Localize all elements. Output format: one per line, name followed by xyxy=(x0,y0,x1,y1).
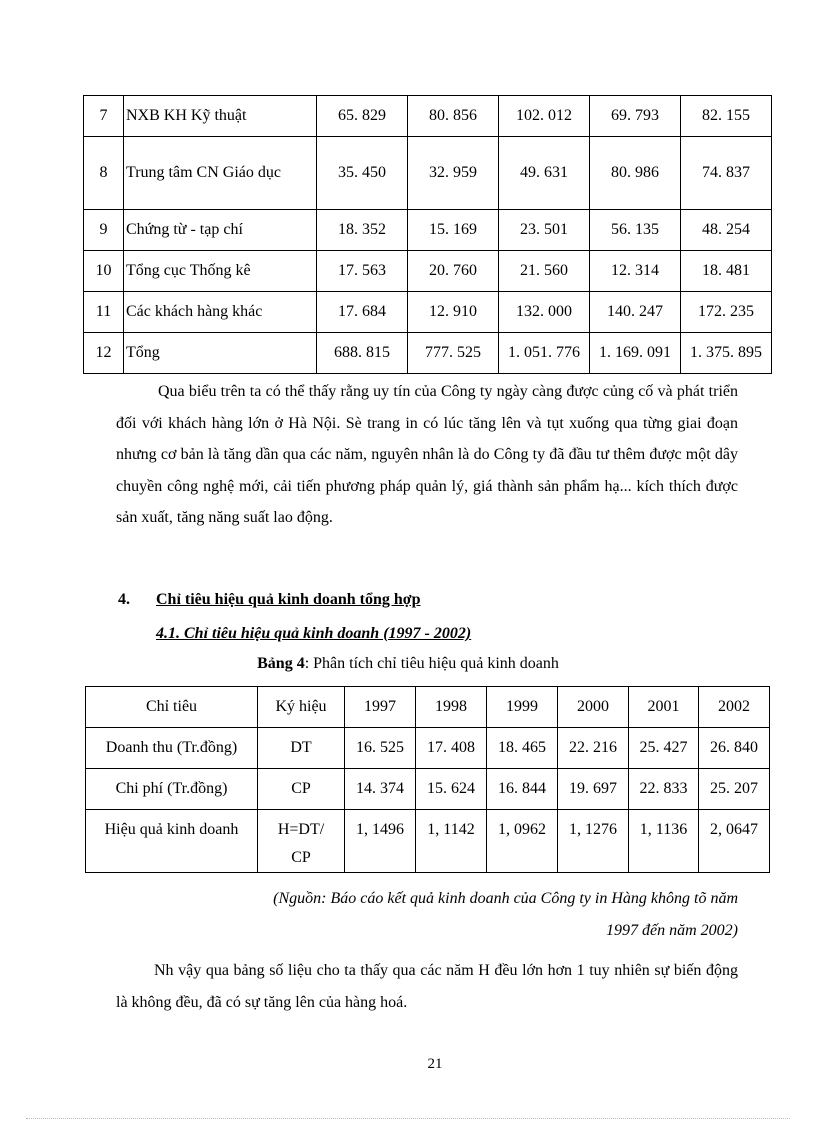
table-cell: 23. 501 xyxy=(499,210,590,251)
source-note-line-1: (Nguồn: Báo cáo kết quả kinh doanh của Công ty in Hàng không tõ năm xyxy=(273,890,738,907)
table-cell: 12. 910 xyxy=(408,292,499,333)
table-cell: 15. 624 xyxy=(416,769,487,810)
customer-name: Tổng xyxy=(124,333,317,374)
table-cell: 18. 352 xyxy=(317,210,408,251)
table-cell: 2, 0647 xyxy=(699,810,770,873)
table-row xyxy=(84,137,772,210)
table-cell: 56. 135 xyxy=(590,210,681,251)
table-cell: 1, 1136 xyxy=(629,810,699,873)
column-header: 1998 xyxy=(416,687,487,728)
section-title: Chỉ tiêu hiệu quả kinh doanh tổng hợp xyxy=(156,591,421,608)
customer-name: Chứng từ - tạp chí xyxy=(124,210,317,251)
table-cell: 102. 012 xyxy=(499,96,590,137)
table-cell: 12. 314 xyxy=(590,251,681,292)
table-cell: 18. 465 xyxy=(487,728,558,769)
table-cell: 17. 408 xyxy=(416,728,487,769)
table-caption xyxy=(0,655,816,673)
table-header-row xyxy=(86,687,770,728)
table-cell: 1, 1142 xyxy=(416,810,487,873)
customer-name: Các khách hàng khác xyxy=(124,292,317,333)
table-cell: 82. 155 xyxy=(681,96,772,137)
table-cell: 74. 837 xyxy=(681,137,772,210)
table-cell: 49. 631 xyxy=(499,137,590,210)
table-cell: 1. 051. 776 xyxy=(499,333,590,374)
row-symbol xyxy=(258,810,345,873)
table-cell: 18. 481 xyxy=(681,251,772,292)
row-label: Doanh thu (Tr.đồng) xyxy=(86,728,258,769)
table-cell: 26. 840 xyxy=(699,728,770,769)
column-header: 2000 xyxy=(558,687,629,728)
column-header: Chỉ tiêu xyxy=(86,687,258,728)
section-heading xyxy=(118,591,421,609)
efficiency-table xyxy=(85,686,770,873)
table-cell: 17. 563 xyxy=(317,251,408,292)
column-header: 2002 xyxy=(699,687,770,728)
row-symbol: DT xyxy=(258,728,345,769)
table-row xyxy=(84,96,772,137)
analysis-paragraph: Qua biểu trên ta có thể thấy rằng uy tín của Công ty ngày càng được củng cố và phát triển đối với khách hàng lớn ở Hà Nội. Sè trang in có lúc tăng lên và tụt xuống qua từng giai đoạn nhưng cơ bản là tăng dần qua các năm, nguyên nhân là do Công ty đã đầu tư thêm được một dây chuyền công nghệ mới, cải tiến phương pháp quản lý, giá thành sản phẩm hạ... kích thích được sản xuất, tăng năng suất lao động. xyxy=(116,383,738,526)
row-number: 12 xyxy=(84,333,124,374)
customer-name: Tổng cục Thống kê xyxy=(124,251,317,292)
row-number: 7 xyxy=(84,96,124,137)
table-cell: 19. 697 xyxy=(558,769,629,810)
table-cell: 688. 815 xyxy=(317,333,408,374)
column-header: 1997 xyxy=(345,687,416,728)
column-header: Ký hiệu xyxy=(258,687,345,728)
table-cell: 65. 829 xyxy=(317,96,408,137)
table-row xyxy=(84,251,772,292)
table-row xyxy=(84,210,772,251)
table-cell: 1. 169. 091 xyxy=(590,333,681,374)
source-note-line-2: 1997 đến năm 2002) xyxy=(606,922,738,939)
conclusion-paragraph: Nh vậy qua bảng số liệu cho ta thấy qua các năm H đều lớn hơn 1 tuy nhiên sự biến động là không đều, đã có sự tăng lên của hàng hoá. xyxy=(116,962,738,1011)
row-symbol: CP xyxy=(258,769,345,810)
table-cell: 80. 856 xyxy=(408,96,499,137)
table-cell: 22. 833 xyxy=(629,769,699,810)
page-number: 21 xyxy=(427,1056,443,1072)
row-label: Hiệu quả kinh doanh xyxy=(86,810,258,873)
subsection-heading: 4.1. Chỉ tiêu hiệu quả kinh doanh (1997 - 2002) xyxy=(156,625,472,642)
table-cell: 69. 793 xyxy=(590,96,681,137)
symbol-line-2: CP xyxy=(291,849,311,866)
table-cell: 25. 427 xyxy=(629,728,699,769)
table-cell: 1. 375. 895 xyxy=(681,333,772,374)
table-cell: 20. 760 xyxy=(408,251,499,292)
row-number: 9 xyxy=(84,210,124,251)
table-cell: 16. 844 xyxy=(487,769,558,810)
customer-name: Trung tâm CN Giáo dục xyxy=(124,137,317,210)
table-row xyxy=(86,810,770,873)
table-cell: 16. 525 xyxy=(345,728,416,769)
caption-label: Bảng 4 xyxy=(257,655,305,672)
row-number: 10 xyxy=(84,251,124,292)
table-cell: 1, 1276 xyxy=(558,810,629,873)
table-cell: 1, 1496 xyxy=(345,810,416,873)
table-cell: 1, 0962 xyxy=(487,810,558,873)
table-cell: 48. 254 xyxy=(681,210,772,251)
table-cell: 132. 000 xyxy=(499,292,590,333)
caption-text: : Phân tích chỉ tiêu hiệu quả kinh doanh xyxy=(304,655,559,672)
table-cell: 15. 169 xyxy=(408,210,499,251)
table-cell: 22. 216 xyxy=(558,728,629,769)
row-label: Chi phí (Tr.đồng) xyxy=(86,769,258,810)
row-number: 8 xyxy=(84,137,124,210)
table-cell: 35. 450 xyxy=(317,137,408,210)
table-cell: 80. 986 xyxy=(590,137,681,210)
table-row xyxy=(84,292,772,333)
table-row xyxy=(86,769,770,810)
customer-pages-table xyxy=(83,95,772,374)
row-number: 11 xyxy=(84,292,124,333)
table-row-total xyxy=(84,333,772,374)
table-cell: 32. 959 xyxy=(408,137,499,210)
table-cell: 21. 560 xyxy=(499,251,590,292)
table-cell: 14. 374 xyxy=(345,769,416,810)
table-cell: 17. 684 xyxy=(317,292,408,333)
section-number: 4. xyxy=(118,591,130,608)
table-cell: 25. 207 xyxy=(699,769,770,810)
page-bottom-rule xyxy=(26,1118,790,1119)
table-cell: 140. 247 xyxy=(590,292,681,333)
column-header: 2001 xyxy=(629,687,699,728)
column-header: 1999 xyxy=(487,687,558,728)
table-cell: 172. 235 xyxy=(681,292,772,333)
table-row xyxy=(86,728,770,769)
table-cell: 777. 525 xyxy=(408,333,499,374)
symbol-line-1: H=DT/ xyxy=(277,821,325,838)
customer-name: NXB KH Kỹ thuật xyxy=(124,96,317,137)
